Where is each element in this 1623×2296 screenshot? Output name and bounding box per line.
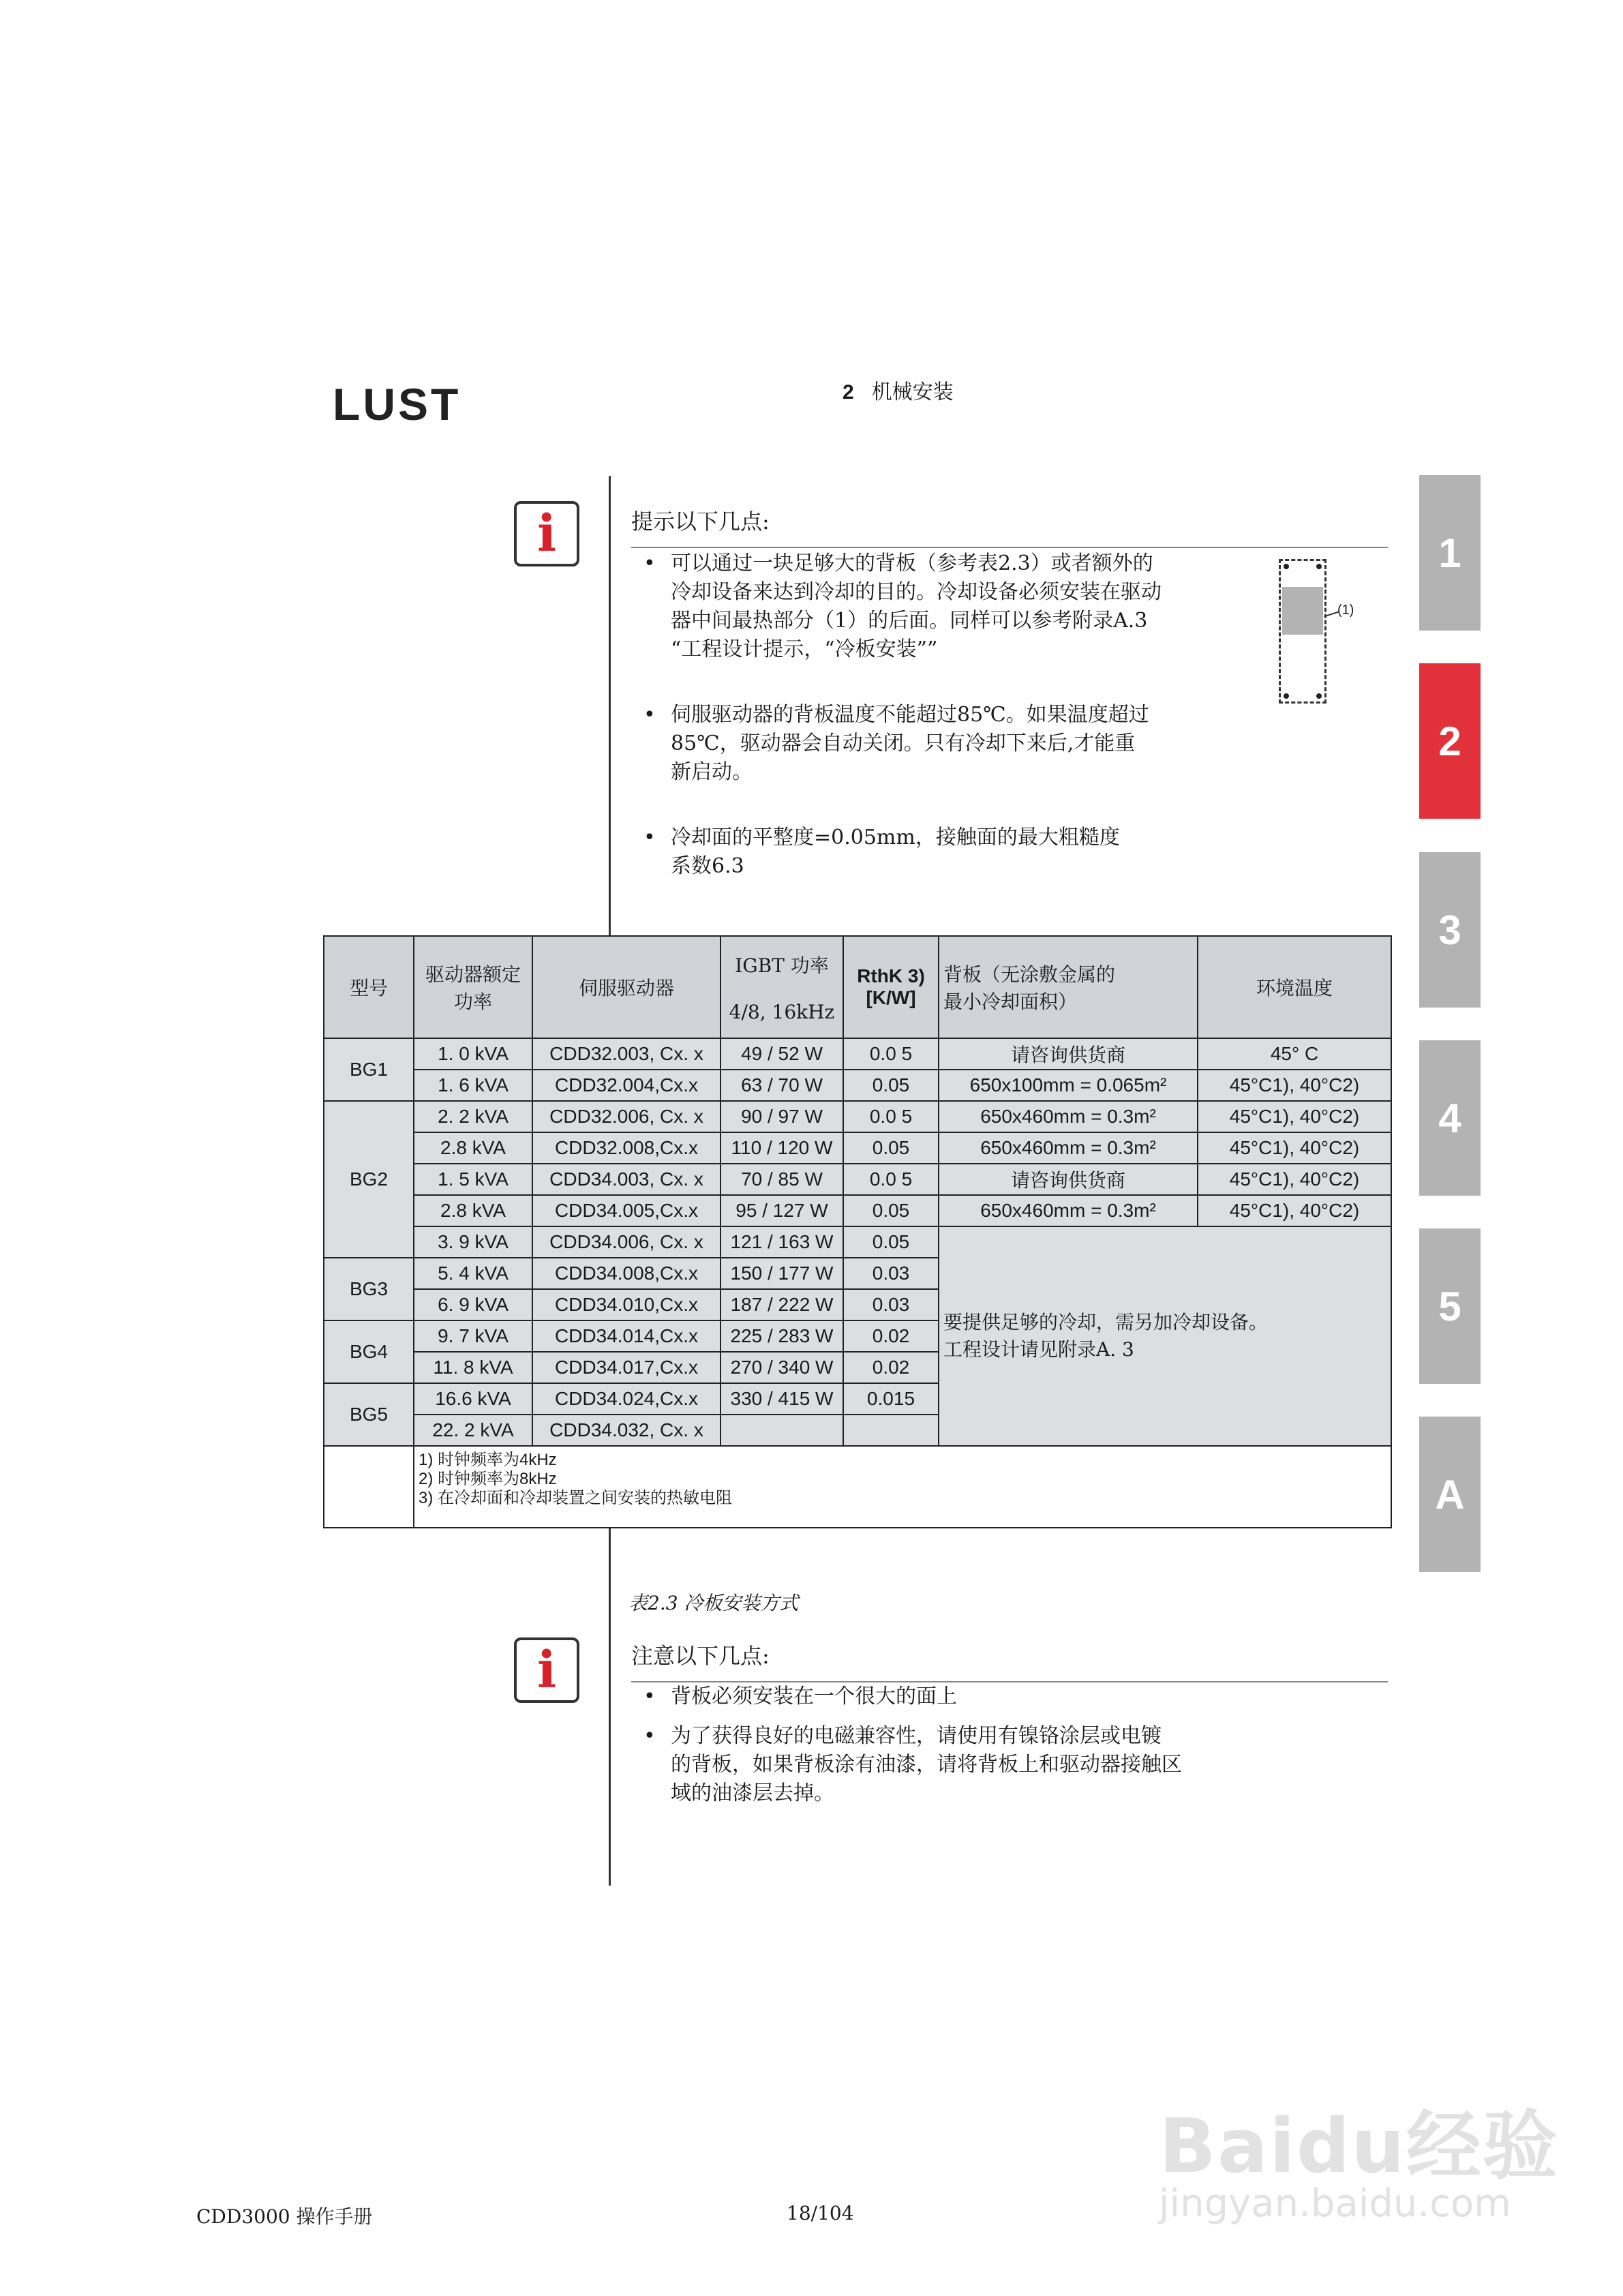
bullet-item: • 为了获得良好的电磁兼容性，请使用有镍铬涂层或电镀 的背板，如果背板涂有油漆，请将背板上和驱动器接触区 域的油漆层去掉。 [643, 1724, 1182, 1805]
cell-drive: CDD32.004,Cx.x [532, 1070, 721, 1101]
cell-rthk: 0.05 [843, 1132, 939, 1164]
note-title: 提示以下几点: [631, 509, 770, 534]
cell-igbt: 95 / 127 W [721, 1195, 843, 1226]
cell-rthk: 0.0 5 [843, 1038, 939, 1070]
col-plate: 背板（无涂敷金属的 最小冷却面积） [939, 936, 1198, 1038]
cell-igbt [721, 1415, 843, 1446]
cell-power: 1. 0 kVA [414, 1038, 532, 1070]
cell-plate: 请咨询供货商 [939, 1164, 1198, 1195]
info-icon: i [514, 501, 579, 567]
cell-drive: CDD34.010,Cx.x [532, 1289, 721, 1320]
cell-temp: 45°C1), 40°C2) [1198, 1164, 1391, 1195]
cell-plate: 650x460mm = 0.3m² [939, 1132, 1198, 1164]
cell-rthk: 0.05 [843, 1070, 939, 1101]
chapter-header [843, 375, 954, 405]
group-cell: BG2 [324, 1101, 414, 1258]
col-power: 驱动器额定 功率 [414, 936, 532, 1038]
bullet-item: • 可以通过一块足够大的背板（参考表2.3）或者额外的 冷却设备来达到冷却的目的。冷却设备必须安装在驱动 器中间最热部分（1）的后面。同样可以参考附录A.3 “工程设计提示，“冷板安装”” [643, 552, 1162, 661]
footnote: 1) 时钟频率为4kHz [419, 1451, 557, 1469]
cell-drive: CDD32.006, Cx. x [532, 1101, 721, 1132]
cell-power: 9. 7 kVA [414, 1320, 532, 1352]
footnote: 3) 在冷却面和冷却装置之间安装的热敏电阻 [419, 1489, 733, 1507]
drive-hotspot-diagram [1279, 559, 1326, 704]
table-row [324, 1226, 1391, 1258]
cell-power: 2.8 kVA [414, 1195, 532, 1226]
cell-drive: CDD34.005,Cx.x [532, 1195, 721, 1226]
cell-rthk: 0.03 [843, 1289, 939, 1320]
cell-rthk: 0.0 5 [843, 1164, 939, 1195]
cell-igbt: 270 / 340 W [721, 1352, 843, 1383]
watermark-logo: Baidu经验 [1159, 2102, 1559, 2190]
cell-rthk: 0.02 [843, 1352, 939, 1383]
cell-drive: CDD34.024,Cx.x [532, 1383, 721, 1415]
group-cell: BG1 [324, 1038, 414, 1101]
bullet-item: • 伺服驱动器的背板温度不能超过85℃。如果温度超过 85℃，驱动器会自动关闭。只有冷却下来后,才能重 新启动。 [643, 703, 1149, 784]
table-caption: 表2.3 冷板安装方式 [628, 1592, 799, 1614]
group-cell: BG3 [324, 1258, 414, 1320]
cell-rthk: 0.05 [843, 1226, 939, 1258]
chapter-number: 2 [843, 381, 854, 404]
divider [631, 547, 1388, 548]
cell-drive: CDD34.017,Cx.x [532, 1352, 721, 1383]
cell-drive: CDD34.032, Cx. x [532, 1415, 721, 1446]
cell-temp: 45°C1), 40°C2) [1198, 1070, 1391, 1101]
cell-rthk: 0.02 [843, 1320, 939, 1352]
brand-logo: LUST [333, 379, 461, 429]
manual-name: CDD3000 操作手册 [196, 2205, 373, 2228]
page-number: 18/104 [787, 2202, 854, 2224]
col-drive: 伺服驱动器 [532, 936, 721, 1038]
chapter-tab-5[interactable]: 5 [1419, 1228, 1481, 1384]
info-icon: i [514, 1637, 579, 1703]
note-title: 注意以下几点: [631, 1643, 770, 1669]
cell-rthk [843, 1415, 939, 1446]
cell-power: 1. 5 kVA [414, 1164, 532, 1195]
cell-temp: 45°C1), 40°C2) [1198, 1101, 1391, 1132]
group-cell: BG5 [324, 1383, 414, 1446]
cell-temp: 45°C1), 40°C2) [1198, 1132, 1391, 1164]
cell-igbt: 90 / 97 W [721, 1101, 843, 1132]
hotspot-area [1282, 587, 1323, 635]
cell-plate: 请咨询供货商 [939, 1038, 1198, 1070]
cell-drive: CDD34.006, Cx. x [532, 1226, 721, 1258]
cell-drive: CDD34.003, Cx. x [532, 1164, 721, 1195]
chapter-tab-3[interactable]: 3 [1419, 852, 1481, 1008]
table-row [324, 1101, 1391, 1132]
cell-igbt: 187 / 222 W [721, 1289, 843, 1320]
cell-igbt: 121 / 163 W [721, 1226, 843, 1258]
cell-drive: CDD34.008,Cx.x [532, 1258, 721, 1289]
col-igbt: IGBT 功率 4/8, 16kHz [721, 936, 843, 1038]
col-rthk: RthK 3) [K/W] [843, 936, 939, 1038]
cell-power: 1. 6 kVA [414, 1070, 532, 1101]
chapter-tab-1[interactable]: 1 [1419, 475, 1481, 631]
footnotes [414, 1446, 1391, 1528]
bullet-item: • 冷却面的平整度=0.05mm，接触面的最大粗糙度 系数6.3 [643, 826, 1120, 878]
chapter-tab-a[interactable]: A [1419, 1417, 1481, 1572]
cell-power: 16.6 kVA [414, 1383, 532, 1415]
cell-power: 3. 9 kVA [414, 1226, 532, 1258]
cell-rthk: 0.0 5 [843, 1101, 939, 1132]
cell-plate: 650x460mm = 0.3m² [939, 1101, 1198, 1132]
merged-note-cell: 要提供足够的冷却，需另加冷却设备。 工程设计请见附录A. 3 [939, 1226, 1391, 1446]
cell-power: 22. 2 kVA [414, 1415, 532, 1446]
cell-power: 2.8 kVA [414, 1132, 532, 1164]
col-type: 型号 [324, 936, 414, 1038]
footnote: 2) 时钟频率为8kHz [419, 1470, 557, 1488]
cell-rthk: 0.05 [843, 1195, 939, 1226]
cell-plate: 650x460mm = 0.3m² [939, 1195, 1198, 1226]
cell-power: 2. 2 kVA [414, 1101, 532, 1132]
chapter-tab-4[interactable]: 4 [1419, 1040, 1481, 1196]
cell-rthk: 0.015 [843, 1383, 939, 1415]
table-row [324, 1195, 1391, 1226]
cell-igbt: 225 / 283 W [721, 1320, 843, 1352]
cell-power: 5. 4 kVA [414, 1258, 532, 1289]
cell-igbt: 330 / 415 W [721, 1383, 843, 1415]
watermark-url: jingyan.baidu.com [1159, 2181, 1511, 2226]
cell-power: 11. 8 kVA [414, 1352, 532, 1383]
cell-drive: CDD32.008,Cx.x [532, 1132, 721, 1164]
cell-igbt: 110 / 120 W [721, 1132, 843, 1164]
cell-rthk: 0.03 [843, 1258, 939, 1289]
table-header-row [324, 936, 1391, 1038]
cell-igbt: 150 / 177 W [721, 1258, 843, 1289]
cell-plate: 650x100mm = 0.065m² [939, 1070, 1198, 1101]
cell-temp: 45°C1), 40°C2) [1198, 1195, 1391, 1226]
cell-temp: 45° C [1198, 1038, 1391, 1070]
cold-plate-table [323, 935, 1392, 1528]
table-row [324, 1038, 1391, 1070]
cell-igbt: 49 / 52 W [721, 1038, 843, 1070]
table-row [324, 1132, 1391, 1164]
cell-igbt: 63 / 70 W [721, 1070, 843, 1101]
footnote-spacer [324, 1446, 414, 1528]
cell-igbt: 70 / 85 W [721, 1164, 843, 1195]
table-row [324, 1164, 1391, 1195]
cell-drive: CDD32.003, Cx. x [532, 1038, 721, 1070]
chapter-title: 机械安装 [871, 380, 954, 404]
cell-power: 6. 9 kVA [414, 1289, 532, 1320]
chapter-tab-2[interactable]: 2 [1419, 663, 1481, 819]
table-row [324, 1070, 1391, 1101]
diagram-label: (1) [1337, 603, 1354, 618]
col-temp: 环境温度 [1198, 936, 1391, 1038]
bullet-item: • 背板必须安装在一个很大的面上 [643, 1685, 957, 1708]
footnote-row [324, 1446, 1391, 1528]
group-cell: BG4 [324, 1320, 414, 1383]
cell-drive: CDD34.014,Cx.x [532, 1320, 721, 1352]
